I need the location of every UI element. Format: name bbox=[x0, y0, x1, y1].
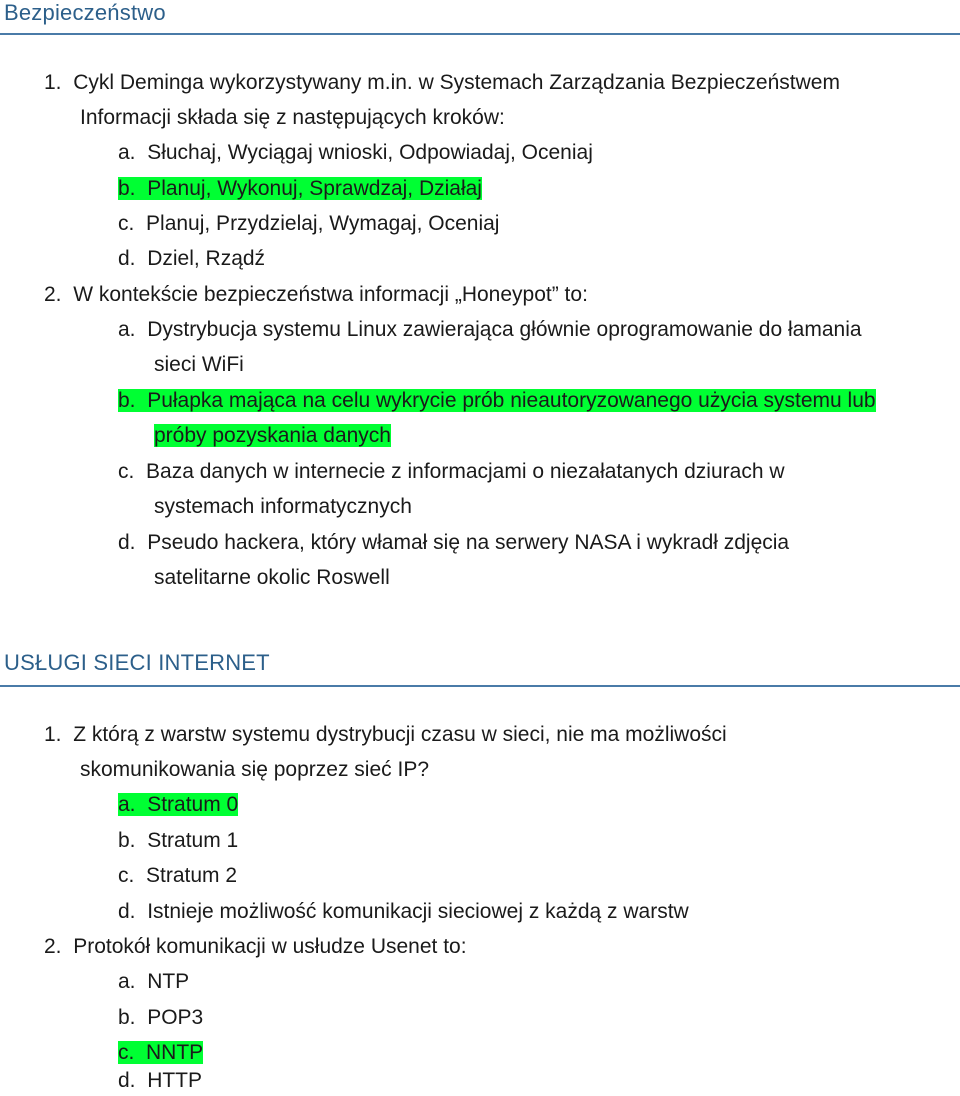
section-heading-security: Bezpieczeństwo bbox=[4, 0, 166, 25]
question-number: 1. bbox=[44, 723, 62, 746]
answer-option-correct bbox=[118, 792, 238, 818]
question-1-line-1 bbox=[44, 70, 840, 96]
section-heading-internet-services: USŁUGI SIECI INTERNET bbox=[4, 650, 270, 675]
answer-option: c. Baza danych w internecie z informacjami o niezałatanych dziurach w bbox=[118, 460, 785, 483]
answer-highlight: a. Stratum 0 bbox=[118, 793, 239, 816]
question-text: Cykl Deminga wykorzystywany m.in. w Systemach Zarządzania Bezpieczeństwem bbox=[73, 71, 840, 94]
question-number: 2. bbox=[44, 935, 62, 958]
answer-highlight: b. Pułapka mająca na celu wykrycie prób nieautoryzowanego użycia systemu lub bbox=[118, 389, 876, 412]
answer-option-correct bbox=[118, 176, 482, 202]
answer-highlight: c. NNTP bbox=[118, 1041, 204, 1064]
question-number: 2. bbox=[44, 283, 62, 306]
answer-option-correct bbox=[118, 1040, 203, 1066]
answer-option: d. Dziel, Rządź bbox=[118, 247, 266, 270]
question-number: 1. bbox=[44, 71, 62, 94]
answer-option-correct bbox=[118, 388, 876, 414]
answer-option-continuation: systemach informatycznych bbox=[154, 495, 412, 518]
question-1-line-2: Informacji składa się z następujących kroków: bbox=[80, 106, 505, 129]
question-1-line-1 bbox=[44, 722, 727, 748]
answer-option: b. POP3 bbox=[118, 1006, 204, 1029]
answer-highlight: próby pozyskania danych bbox=[154, 424, 391, 447]
question-1-line-2: skomunikowania się poprzez sieć IP? bbox=[80, 758, 430, 781]
answer-option: c. Planuj, Przydzielaj, Wymagaj, Oceniaj bbox=[118, 212, 500, 235]
answer-option: d. Pseudo hackera, który włamał się na serwery NASA i wykradł zdjęcia bbox=[118, 531, 790, 554]
answer-option: a. Dystrybucja systemu Linux zawierająca głównie oprogramowanie do łamania bbox=[118, 318, 862, 341]
answer-option: a. NTP bbox=[118, 970, 190, 993]
question-text: Z którą z warstw systemu dystrybucji czasu w sieci, nie ma możliwości bbox=[73, 723, 727, 746]
answer-option-continuation: sieci WiFi bbox=[154, 353, 244, 376]
heading-rule bbox=[0, 685, 960, 687]
answer-option: c. Stratum 2 bbox=[118, 864, 238, 887]
answer-highlight: b. Planuj, Wykonuj, Sprawdzaj, Działaj bbox=[118, 177, 482, 200]
heading-rule bbox=[0, 33, 960, 35]
answer-option: d. HTTP bbox=[118, 1069, 203, 1092]
question-text: W kontekście bezpieczeństwa informacji „Honeypot” to: bbox=[73, 283, 588, 306]
answer-option: a. Słuchaj, Wyciągaj wnioski, Odpowiadaj, Oceniaj bbox=[118, 141, 593, 164]
question-2-line-1 bbox=[44, 282, 588, 308]
answer-option-continuation bbox=[154, 423, 391, 449]
answer-option-continuation: satelitarne okolic Roswell bbox=[154, 566, 390, 589]
question-text: Protokół komunikacji w usłudze Usenet to: bbox=[73, 935, 467, 958]
question-2-line-1 bbox=[44, 934, 467, 960]
answer-option: b. Stratum 1 bbox=[118, 829, 239, 852]
answer-option: d. Istnieje możliwość komunikacji sieciowej z każdą z warstw bbox=[118, 900, 689, 923]
